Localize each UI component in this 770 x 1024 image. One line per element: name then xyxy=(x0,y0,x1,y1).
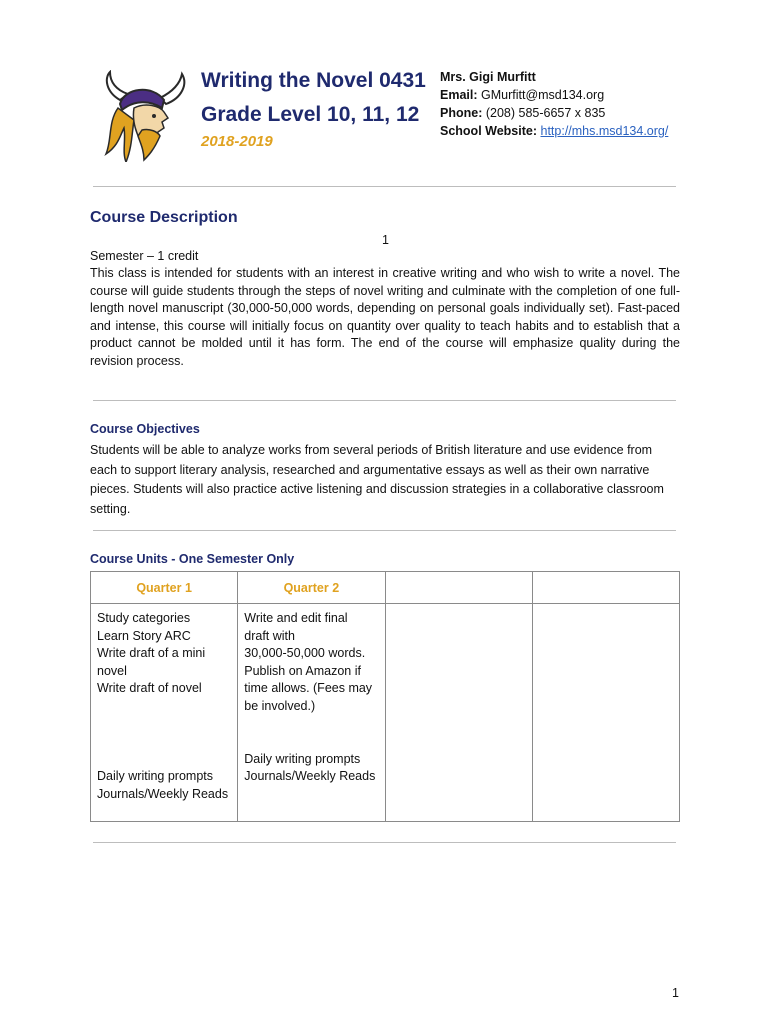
email-label: Email: xyxy=(440,88,478,102)
column-header: Quarter 1 xyxy=(91,572,238,604)
divider xyxy=(93,400,676,401)
list-item: Journals/Weekly Reads xyxy=(244,769,376,784)
footnote-marker: 1 xyxy=(382,233,389,247)
divider xyxy=(93,530,676,531)
list-item: Daily writing prompts xyxy=(97,768,214,783)
column-header xyxy=(385,572,532,604)
email-value: GMurfitt@msd134.org xyxy=(481,88,605,102)
list-item: Write and edit final xyxy=(244,611,348,625)
divider xyxy=(93,842,676,843)
course-description-heading: Course Description xyxy=(90,209,238,226)
course-units-heading: Course Units - One Semester Only xyxy=(90,552,295,566)
empty-cell xyxy=(385,604,532,822)
list-item: Daily writing prompts xyxy=(244,751,361,766)
email-line xyxy=(440,86,668,104)
course-units-table xyxy=(90,571,680,822)
teacher-name: Mrs. Gigi Murfitt xyxy=(440,70,536,84)
list-item: novel xyxy=(97,663,127,678)
viking-logo xyxy=(98,70,188,162)
column-header xyxy=(532,572,679,604)
list-item: time allows. (Fees may xyxy=(244,681,373,696)
phone-label: Phone: xyxy=(440,106,483,120)
list-item: Publish on Amazon if xyxy=(244,663,361,678)
website-line xyxy=(440,122,668,140)
course-description-body: This class is intended for students with an interest in creative writing and who wish to write a novel. The course will guide students through the steps of novel writing and culminate with the completion of one full-length novel manuscript (30,000-50,000 words, depending on personal goals individually set). Fast-paced and intense, this course will initially focus on quantity over quality to teach habits and to establish that a product cannot be molded until it has form. The end of the course will emphasize quality during the revision process. xyxy=(90,266,680,368)
page-number: 1 xyxy=(672,986,679,1000)
list-item: Write draft of a mini xyxy=(97,646,206,661)
course-objectives-heading: Course Objectives xyxy=(90,422,200,436)
course-title: Writing the Novel 0431 xyxy=(201,69,426,92)
list-item: Write draft of novel xyxy=(97,681,202,696)
course-objectives-body: Students will be able to analyze works from several periods of British literature and use evidence from each to support literary analysis, researched and argumentative essays as well as their own narrative pieces. Students will also practice active listening and discussion strategies in a collaborative classroom setting. xyxy=(90,443,664,516)
phone-line xyxy=(440,104,668,122)
table-header-row xyxy=(91,572,680,604)
grade-level: Grade Level 10, 11, 12 xyxy=(201,103,420,126)
list-item: be involved.) xyxy=(244,698,316,713)
divider xyxy=(93,186,676,187)
list-item: draft with xyxy=(244,628,295,643)
website-label: School Website: xyxy=(440,124,538,138)
quarter-2-cell xyxy=(238,604,385,822)
table-row xyxy=(91,604,680,822)
list-item: Journals/Weekly Reads xyxy=(97,786,229,801)
list-item: 30,000-50,000 words. xyxy=(244,646,366,661)
column-header: Quarter 2 xyxy=(238,572,385,604)
empty-cell xyxy=(532,604,679,822)
credit-line: Semester – 1 credit xyxy=(90,249,199,263)
phone-value: (208) 585-6657 x 835 xyxy=(485,106,606,120)
contact-block xyxy=(440,68,668,140)
website-link[interactable]: http://mhs.msd134.org/ xyxy=(540,124,669,138)
school-year: 2018-2019 xyxy=(201,133,273,150)
list-item: Learn Story ARC xyxy=(97,628,191,643)
list-item: Study categories xyxy=(97,611,191,625)
quarter-1-cell xyxy=(91,604,238,822)
